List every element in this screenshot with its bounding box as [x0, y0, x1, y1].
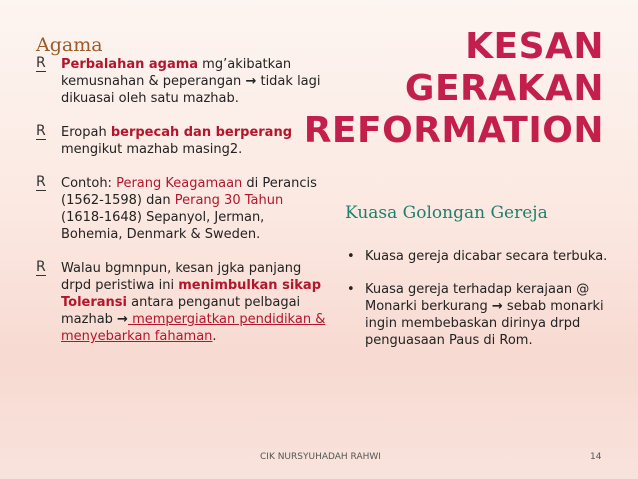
item-text: Kuasa gereja terhadap kerajaan @ Monarki berkurang: [365, 282, 590, 314]
bullet-icon: R: [36, 259, 46, 275]
item-text: Perang Keagamaan: [116, 176, 243, 191]
item-text: berpecah dan berperang: [110, 125, 293, 140]
item-text: Eropah: [61, 125, 111, 140]
item-text: Perang 30 Tahun: [174, 193, 284, 208]
bullet-icon: R: [36, 55, 46, 71]
item-text: antara penganut pelbagai mazhab: [61, 295, 301, 327]
right-bullet-list: [345, 248, 615, 349]
arrow-icon: →: [117, 312, 128, 327]
list-item: [345, 281, 615, 349]
item-text: Contoh:: [61, 176, 117, 191]
list-item: [345, 248, 615, 265]
title-line-1: KESAN: [465, 26, 604, 67]
left-heading: Agama: [36, 34, 103, 56]
item-text: Kuasa gereja dicabar secara terbuka.: [365, 249, 608, 264]
list-item: [36, 260, 326, 345]
footer-author: CIK NURSYUHADAH RAHWI: [260, 452, 381, 462]
item-text: Walau bgmnpun, kesan jgka panjang drpd peristiwa ini: [61, 261, 302, 293]
bullet-icon: R: [36, 174, 46, 190]
arrow-icon: →: [491, 299, 503, 314]
item-text: mengikut mazhab masing2.: [61, 142, 243, 157]
item-text: mempergiatkan pendidikan & menyebarkan fahaman: [61, 312, 326, 344]
list-item: [36, 175, 326, 243]
item-text: (1618-1648) Sepanyol, Jerman, Bohemia, Denmark & Sweden.: [61, 210, 265, 242]
slide-title: [304, 26, 604, 152]
item-text: di Perancis (1562-1598) dan: [61, 176, 317, 208]
bullet-icon: •: [347, 282, 355, 297]
item-text: Perbalahan agama: [61, 57, 199, 72]
page-number: 14: [590, 452, 602, 462]
arrow-icon: →: [245, 74, 257, 89]
left-bullet-list: [36, 56, 326, 345]
item-text: menimbulkan sikap Toleransi: [61, 278, 322, 310]
item-text: sebab monarki ingin membebaskan dirinya drpd penguasaan Paus di Rom.: [365, 299, 604, 348]
bullet-icon: •: [347, 249, 355, 264]
list-item: [36, 56, 326, 107]
title-line-2: GERAKAN: [404, 68, 604, 109]
item-text: mg’akibatkan kemusnahan & peperangan: [61, 57, 292, 89]
right-heading: Kuasa Golongan Gereja: [345, 203, 548, 223]
title-line-3: REFORMATION: [303, 110, 604, 151]
item-text: .: [212, 329, 217, 344]
item-text: tidak lagi dikuasai oleh satu mazhab.: [61, 74, 321, 106]
bullet-icon: R: [36, 123, 46, 139]
list-item: [36, 124, 326, 158]
